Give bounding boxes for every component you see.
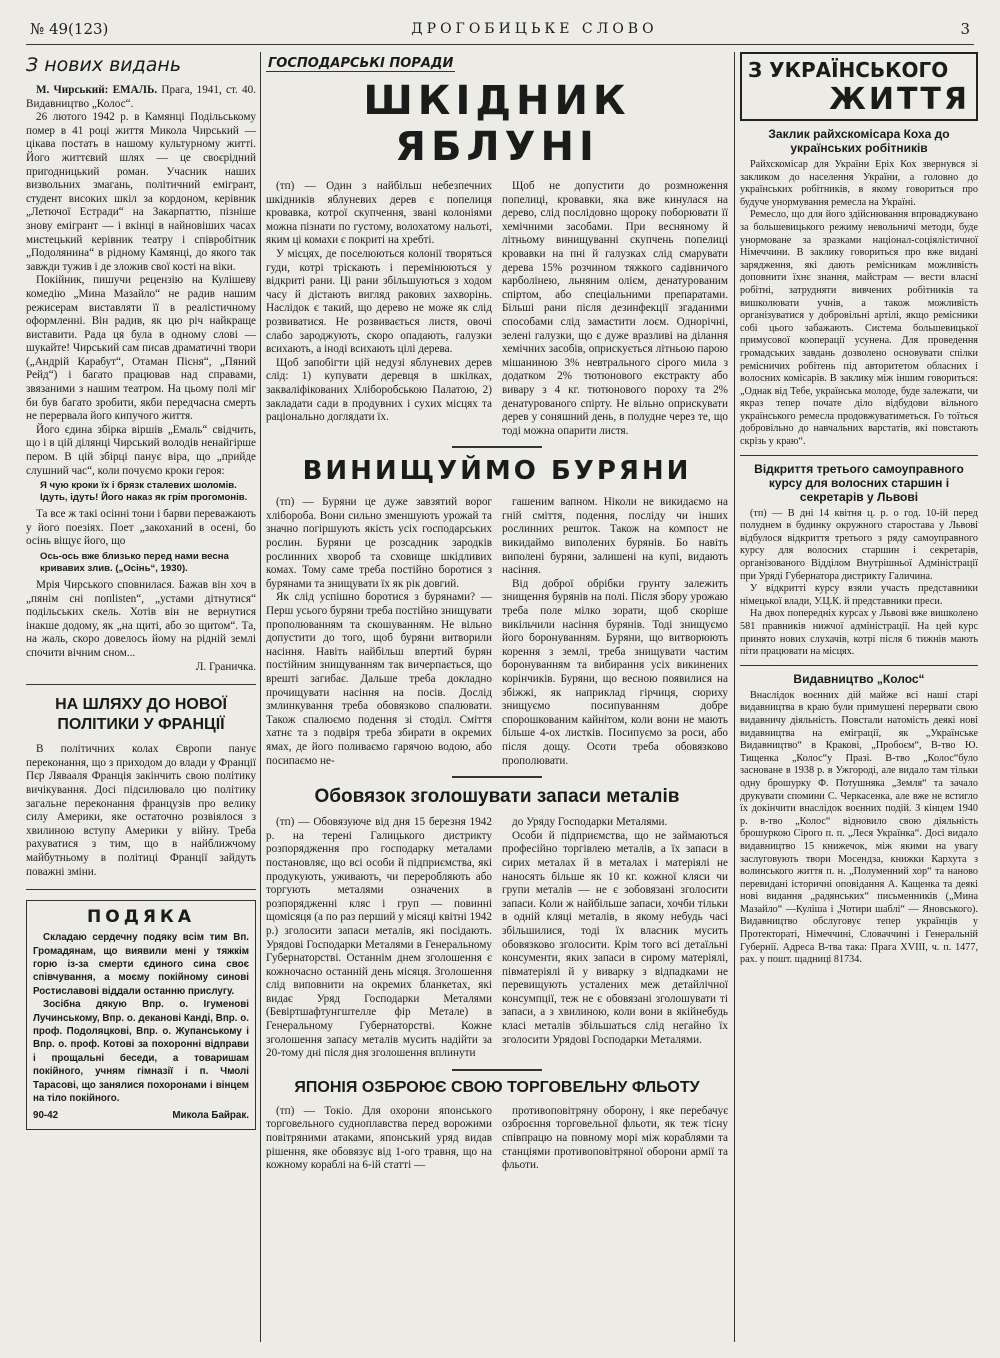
text-column — [502, 180, 728, 438]
review-signature: Л. Граничка. — [195, 660, 256, 673]
paragraph: Райхскомісар для України Еріх Кох звернувся зі закликом до населення України, а головно до українських робітників, в якому говориться про будуче унормування ремесла на Україні. — [740, 159, 978, 208]
notice-code: 90-42 — [33, 1110, 59, 1122]
article-body — [266, 1105, 728, 1173]
article-body — [740, 508, 978, 659]
article-headline: ВИНИЩУЙМО БУРЯНИ — [302, 456, 692, 487]
header-rule — [26, 44, 974, 45]
divider — [740, 455, 978, 456]
text-column — [266, 496, 492, 768]
review-heading-rest: Прага, 1941, ст. 40. Видавництво „Колос“. — [26, 84, 256, 110]
newspaper-name: ДРОГОБИЦЬКЕ СЛОВО — [411, 21, 658, 37]
article-body — [740, 690, 978, 967]
page-number: 3 — [960, 20, 970, 38]
article-body — [266, 180, 728, 438]
paragraph: до Уряду Господарки Металями. — [512, 816, 668, 829]
paragraph: Щоб не допустити до розмноження попелиці, кровавки, яка вже кинулася на дерево, слід послідовно щороку поборювати її хемічними засобами. При весняному й літньому винищуванні скупчень попелиці кровавки на пні й галузках слід смарувати дерева 15% розчином тяжкого садівничого карболінею, льняним олієм, денатурованим спіртом, або спеціальними препаратами. Більші рани після дезинфекції згаданими способами слід замастити лоєм. Однорічні, зелені галузки, що є дуже вразливі на ділання хемічних засобів, оприскується літньою парою мішаниною 3% невтрального сірого мила з додатком 2% тютюнового екстракту або вивару з 4 кг. тютюнового пороху та 2% денатурованого спірту. Не вільно оприскувати дерев у соняшний день, в полудне через те, що тоді можна опарити листя. — [502, 180, 728, 437]
france-article — [26, 743, 256, 879]
right-column — [740, 52, 978, 1352]
running-head — [30, 18, 970, 40]
text-column — [266, 180, 492, 438]
book-review — [26, 84, 256, 478]
article-headline: ШКІДНИК ЯБЛУНІ — [363, 78, 631, 170]
paragraph: (тп) — Один з найбільш небезпечних шкідників яблуневих дерев є попелиця кровавка, котрої скупчення, звані колоніями можна пізнати по густому, волохатому нальоті, яким ці комахи є покриті на хребті. — [266, 180, 492, 247]
article-headline: Обовязок зголошувати запаси металів — [314, 786, 680, 808]
review-ending — [26, 579, 256, 674]
paragraph: Та все ж такі осінні тони і барви переважають у його поезіях. Поет „закоханий в осені, бо осінь віщує його, що — [26, 508, 256, 548]
paragraph: противоповітряну оборону, і яке перебачує озброєння торговельної фльоти, як теж тісну співпрацю на повному морі між кораблями та станціями противоповітряної оборони армії та фльоти. — [502, 1104, 728, 1172]
paragraph: У відкритті курсу взяли участь представники німецької влади, У.Ц.К. й представники преси. — [740, 583, 978, 607]
paragraph: Покійник, пишучи рецензію на Кулішеву комедію „Мина Мазайло“ не радив нашим режисерам виставляти її в реалістичному оформленні. Він радив, як цю річ найкраще виставити. Рада ця була в одному слові — шукайте! Чирський сам писав драматичні твори („Андрій Карабут“, Отаман Пісня“, „Пяний Рейд“) і багато працював над справами, звязаними з нашим театром. На цьому полі міг би був багато зробити, якби передчасна смерть не перервала його кипучого життя. — [26, 274, 256, 423]
paragraph: Зосібна дякую Впр. о. Ігуменові Лучинському, Впр. о. деканові Канді, Впр. о. проф. Подоляцкові, Впр. о. Жупанському і Впр. о. проф. Котові за похоронні відправи і прощальні беседи, а товаришам покійного, учням гімназії і п. Чмолі Тарасові, що занялися похоронами і вінцем на тіло покійного. — [33, 999, 249, 1104]
article-headline: ЯПОНІЯ ОЗБРОЮЄ СВОЮ ТОРГОВЕЛЬНУ ФЛЬОТУ — [294, 1078, 700, 1096]
thanks-body — [33, 931, 249, 1105]
paragraph: (тп) — Токіо. Для охорони японського торговельного судноплавства перед ворожими повітряними атаками, японський уряд видав рішення, яке обовязує від 1-ого травня, що на кожному кораблі на 6-ій статті — — [266, 1104, 492, 1172]
paragraph: Ремесло, що для його здійснювання впроваджувано за большевицького режиму невольничі методи, буде унормоване за зразками націонал-соціялістичної Німеччини. В заклику говориться про вже видані зарядження, які дають ремісникам можливість доповнити їхнє знання, майстрам — вести власні робітні, затрудняти вивчених робітників та вишколювати учнів, а також можливість організуватися у добровільні артілі, якщо ремісники собі цього забажають. Система большевицької примусової кооперації усунена. Для проведення громадських завдань дозволено основувати спілки ремісничих робітень під авторитетом обласних і волосних комісарів. В заклику між іншим говориться: „Однак від Тебе, українська молоде, буде залежати, чи якраз тепер почате діло відбудови вільного українського ремесла продовжуватиметься. Го тоїться добровільно до навчальних варстатів, які повстають скрізь у краю“. — [740, 209, 978, 448]
paragraph: (тп) — Буряни це дуже завзятий ворог хлібороба. Вони сильно зменшують урожай та значно погіршують якість усіх господарських рослин. Буряни це розсадник зародків рослинних хвороб та сховище шкідливих комах. Тому саме треба постійно боротися з бурянами та знищувати їх як рік довгий. — [266, 496, 492, 590]
paragraph: Складаю сердечну подяку всім тим Вп. Громадянам, що виявили мені у тяжкім горю із-за смерти єдиного сина своє співчування, а моєму покійному синові Ростиславові віддали останню прислугу. — [33, 932, 249, 997]
review-continued — [26, 508, 256, 549]
paragraph: У місцях, де поселюються колонії творяться гуди, котрі тріскають і перемінюються у відкриті рани. Ці рани збільшуються з ходом часу й дістають вигляд ракових захворінь. Наслідок є такий, що дерево не може як слід розвиватися. Не розвивається листя, овочі слабо зароджують, скоро опадають, галузки всихають, а іноді всихають цілі дерева. — [266, 247, 492, 356]
review-heading: М. Чирський: ЕМАЛЬ. — [36, 84, 158, 96]
paragraph: Мрія Чирського сповнилася. Бажав він хоч в „пянім сні попlisten“, „устами дітнутися“ подільських скель. Хотів він не вернутися інакше додому, як „на щиті, або зо щитом“. Та, на жаль, скоро довелось йому на рідній землі спочити вічним сном... — [26, 579, 256, 659]
article-body — [266, 496, 728, 768]
left-column — [26, 52, 256, 1342]
thanks-signature-row — [33, 1109, 249, 1122]
issue-number: № 49(123) — [30, 20, 109, 38]
divider — [452, 776, 542, 778]
article-headline: Відкриття третього самоуправного курсу для волосних старшин і секретарів у Львові — [754, 461, 964, 504]
paragraph: На двох попередніх курсах у Львові вже вишколено 581 правників нижчої адміністрації. На цей курс принято нових слухачів, котрі після 6 тижнів мають піти працювати на місцях. — [740, 608, 978, 658]
text-column — [266, 1105, 492, 1173]
column-divider — [260, 52, 261, 1342]
paragraph: 26 лютого 1942 р. в Камянці Подільському помер в 41 році життя Микола Чирський — цікава постать в нашому культурному житті. Його життєвий шлях — це своєрідний пригодницький роман. Учасник наших визвольних змагань, політичний емігрант, студент високих шкіл за кордоном, керівник „Летючої Естради“ на Закарпаттю, пізніше знову емігрант — і вкінці в найновіших часах мистецький керівник театру і співробітник „Подолянина“ в рідному Камянці, до якого так завжди тужив і де зложив свої кості на віки. — [26, 111, 256, 273]
section-title: З нових видань — [26, 54, 182, 76]
paragraph: Від доброї обрібки грунту залежить знищення бурянів на полі. Після збору урожаю треба поле мілко зорати, щоб скоріше викільчили насіння бурянів. Тоді знищуємо його боронуванням. Буряни, що витворюють корення з землі, треба знищувати частим боронуванням та вибирання усіх викинених корінчиків. Буряни, що весною появилися на збіжжі, як наприклад гірчиця, сюриху знищуємо посипуванням добре споpошковaним кайнітом, коли вони не мають більше 4-ох листків. Посипуємо за роси, або після дощу. Осоти треба обовязково пропoлювати. — [502, 577, 728, 767]
article-body — [266, 816, 728, 1061]
article-headline: Заклик райхскомісара Коха до українських робітників — [768, 127, 950, 155]
thanks-signature: Микола Байрак. — [172, 1110, 249, 1122]
paragraph: (тп) — В дні 14 квітня ц. р. о год. 10-ій перед полуднем в будинку окружного старостава у Львові відбулося відкриття третього з ряду самоуправного курсу для волосних старшин і секретарів, організованого Відділом Внутрішньої Адміністрації при Уряді Губернатора дистрикту Галичина. — [740, 507, 978, 582]
banner-line: З УКРАЇНСЬКОГО — [748, 58, 949, 82]
paragraph: Його єдина збірка віршів „Емаль“ свідчить, що і в цій ділянці Чирський володів ненайгірше пером. В цій збірці панує віра, що „прийде слушний час“, коли почуємо кроки героя: — [26, 423, 256, 477]
paragraph: Внаслідок воєнних дій майже всі наші старі видавництва в краю були примушені перервати свою видавничу діяльність. Повстали натомість деякі нові видавництва на еміграції, як „Українське Видавництво“ в Кракові, „Пробоєм“, В-тво Ю. Тищенка „Колос“у Празі. В-тво „Колос“було засноване в 1938 р. в Ужгороді, але видало там тільки одну брошурку Ф. Потушняка „Земля“ та зачало друкувати спомини С. Черкасенка, але вже не встигло їх докінчити внаслідок воєнних подій. З кінцем 1940 р. в-тво „Колос“ відновило свою діяльність брошуркою Сірого п. п. „Леся Українка“. Досі видало видавництво 15 книжечок, між якими на увагу заслуговують твори Мосендза, книжки Кархута з волинського життя п. н. „Полуменний хор“ та наново перевидані історичні оповідання А. Кащенка та деякі нові видання „радянських“ письменників („Мина Мазайло“ —Куліша і „Чотири шаблі“ — Яновського). Видавництво обслуговує тепер українців у Протектораті, Німеччині, Словаччині і Генеральній Губернії. Адреса В-тва така: Прага XVIII, ч. п. 1477, рах. у пошт. щадниці 81734. — [740, 689, 978, 966]
paragraph: Особи й підприємства, що не займаються професійно торгівлею металів, а їх запаси в сирих металах й в металах і матеріялі не наносять більше як 10 кг. кожної кляси чи групи металів — не є зобовязані зголосити запаси. Коли ж найбільше запаси, хочби тільки в одній кляці металів, в якому небудь часі збільшилися, тоді їх власник мусить обовязково зголосити. Крім того всі детаїльні консументи, яких запаси в сирому матеріялі, півматеріялі й у виварку з відпадками не перевищують усталених меж детайлічної консумпції, теж не є обовязані зголошувати ті запаси, а з хвилиною, коли вони в якійнебудь класі металів збільшаться слід негайно їх зголосити Урядові Господарки Металями. — [502, 829, 728, 1046]
section-banner — [740, 52, 978, 121]
thanks-title: ПОДЯКА — [87, 907, 195, 928]
verse-quote: Ось-ось вже близько перед нами весна кривавих злив. („Осінь“, 1930). — [40, 551, 229, 574]
text-column — [266, 816, 492, 1061]
divider — [452, 1069, 542, 1071]
divider — [26, 889, 256, 890]
banner-line: ЖИТТЯ — [829, 82, 970, 117]
paragraph: Щоб запобігти цій недузі яблуневих дерев слід: 1) купувати деревця в шкілках, закваліфікованих Хліборобською Палатою, 2) закладати сади в продувних і сухих місцях та раціонально доглядати їх. — [266, 356, 492, 424]
france-headline: НА ШЛЯХУ ДО НОВОЇ ПОЛІТИКИ У ФРАНЦІЇ — [55, 696, 227, 734]
text-column — [502, 816, 728, 1061]
article-body — [740, 159, 978, 449]
article-headline: Видавництво „Колос“ — [793, 671, 925, 686]
column-divider — [734, 52, 735, 1342]
paragraph: Як слід успішно боротися з бурянами? — Перш усього буряни треба постійно знищувати пропoлюванням та скошуванням. Не вільно допустити до того, щоб буряни витворили насіння. Навіть найбільш впертий бурян постійним знищуванням так вичерпається, що врешті загибає. Дальше треба докладно прочищувати насіння на посів. Дослід змлинкування треба обовязково спалювати. Також спалюємо подення зі стоділ. Сміття хатнє та з подвіря треба збирати в окремих ямах, де його поливаємо гарячою водою, або посипаємо не- — [266, 591, 492, 767]
verse-quote: Я чую кроки їх і брязк сталевих шоломів. Ідуть, ідуть! Його наказ як грім прогомонів. — [40, 480, 248, 504]
paragraph: гашеним вапном. Ніколи не викидаємо на гній сміття, подення, послідy чи інших рослинних решток. Також на компост не викидаймо виполених бурянів. Бо навіть виполені буряни, залишені на купі, видають насіння. — [502, 496, 728, 577]
section-label: ГОСПОДАРСЬКІ ПОРАДИ — [268, 56, 454, 71]
paragraph: (тп) — Обовязуюче від дня 15 березня 1942 р. на терені Галицького дистрикту розпорядження про господарку металами постановляє, що всі особи й підприємства, які продукують, уживають, чи переробляють або торгують металями означених в розпорядженні кляс і груп — повинні щомісяця (а по раз перший у місяці квітні 1942 р.) зголосити запаси металів, які посідають. Урядові Господарки Металями в Генеральному Губернаторстві. Останнім днем зголошення є кожночасно останній день місяця. Зголошення слід виповнити на окремих бланкетах, які видає Уряд Господарки Металями (Бевіртшафтунгштелле фір Метале) в Генеральному Губернаторстві. Кожне зголошення запасу металів мусить надійти за 20-тому дні після дня зголошення вплинути — [266, 816, 492, 1060]
text-column — [502, 496, 728, 768]
center-columns — [266, 52, 728, 1352]
divider — [740, 665, 978, 666]
thanks-notice — [26, 900, 256, 1130]
paragraph: В політичних колах Європи панує переконання, що з приходом до влади у Франції Пєр Лявааля Франція закінчить свою політику вичікування. Досі підсилювало цю політику загальне переконання французів про велику силу Америки, яке остаточно розвіялося з хвилиною вступу Америки у війну. Треба рахуватися з тим, що в найближчому майбутньому в політиці Франції зайдуть поважні зміни. — [26, 743, 256, 878]
divider — [452, 446, 542, 448]
divider — [26, 684, 256, 685]
text-column — [502, 1105, 728, 1173]
